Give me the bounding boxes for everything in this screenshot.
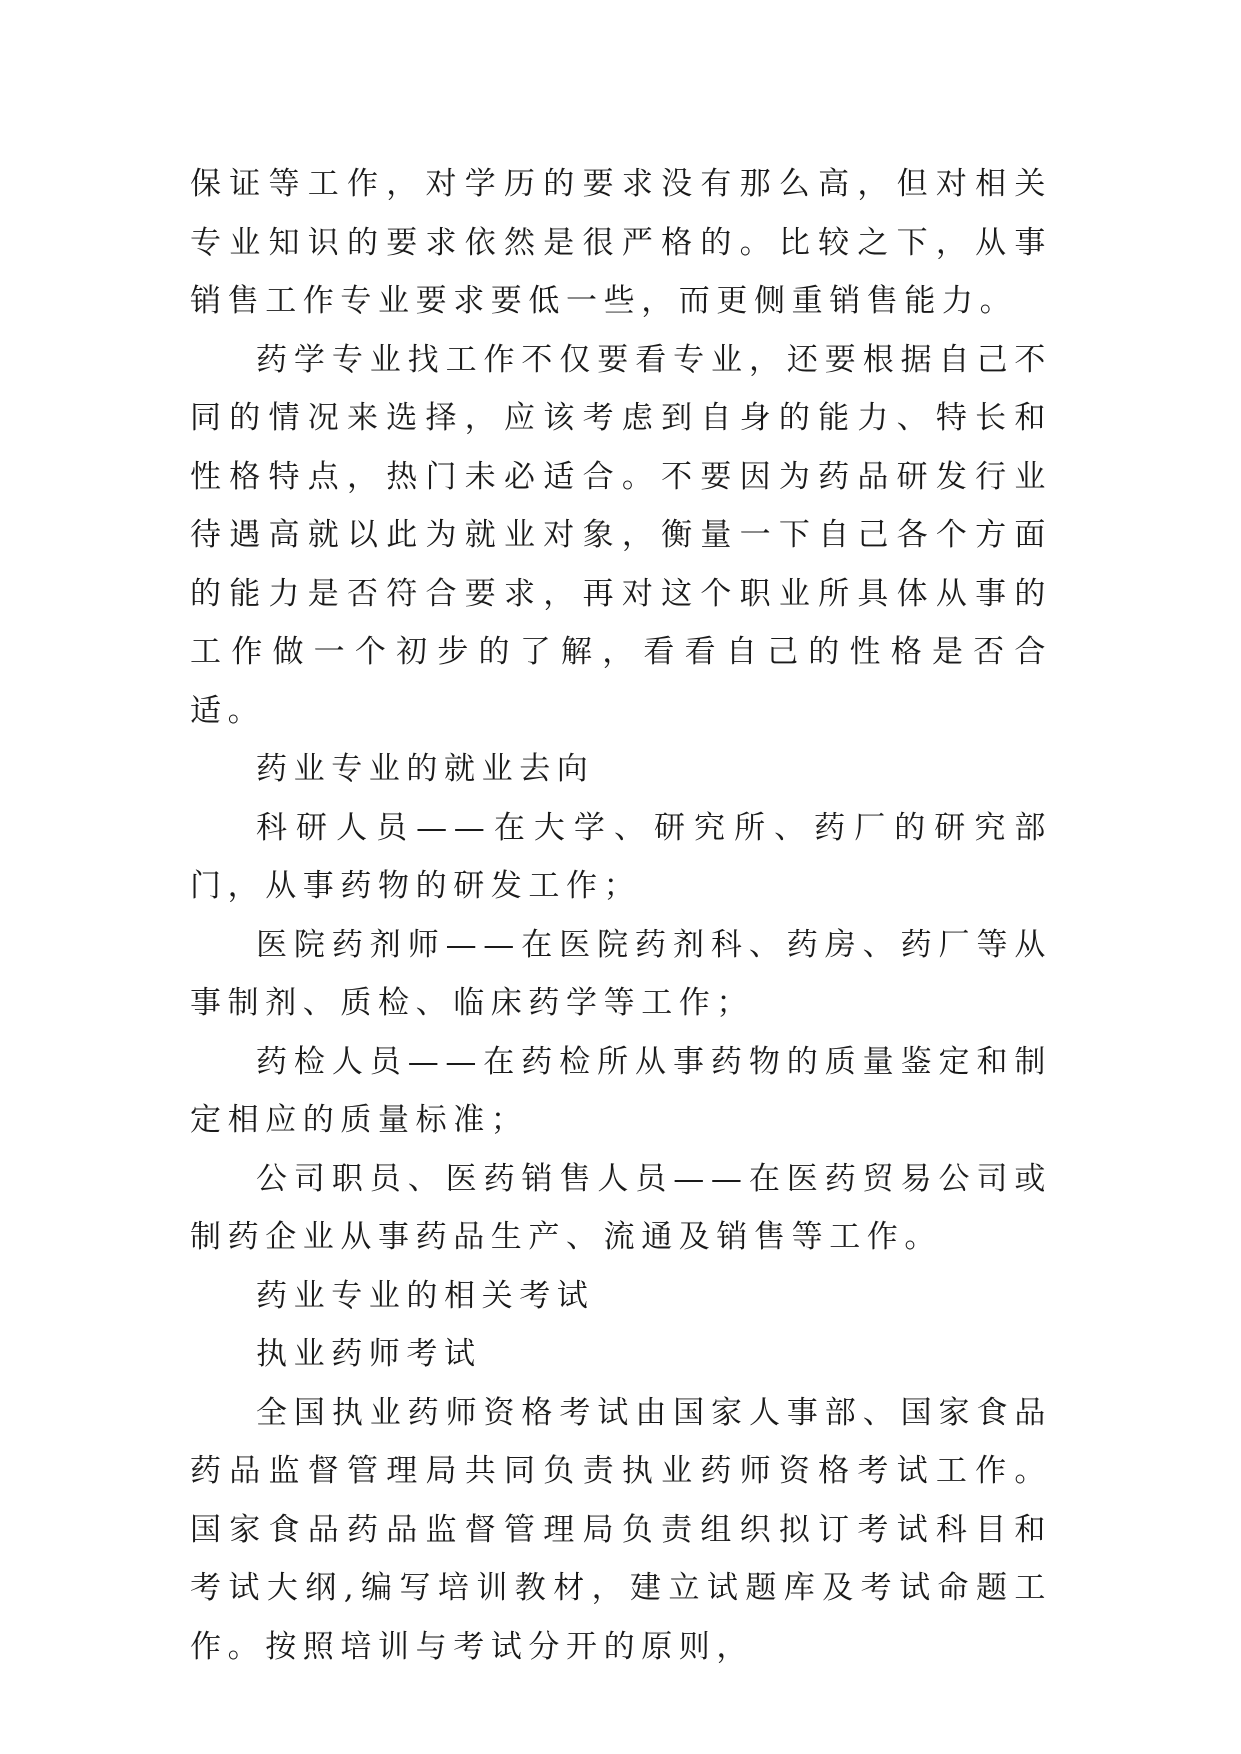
paragraph-2: 药学专业找工作不仅要看专业，还要根据自己不同的情况来选择，应该考虑到自身的能力、特长和性格特点，热门未必适合。不要因为药品研发行业待遇高就以此为就业对象，衡量一下自己各个方面的能力是否符合要求，再对这个职业所具体从事的工作做一个初步的了解，看看自己的性格是否合适。 [190,341,1052,729]
paragraph-hospital-pharmacist: 医院药剂师——在医院药剂科、药房、药厂等从事制剂、质检、临床药学等工作； [190,926,1052,1021]
paragraph-sales-staff: 公司职员、医药销售人员——在医药贸易公司或制药企业从事药品生产、流通及销售等工作。 [190,1160,1052,1255]
subheading-licensed-pharmacist-exam: 执业药师考试 [256,1336,482,1372]
paragraph-researcher: 科研人员——在大学、研究所、药厂的研究部门，从事药物的研发工作； [190,809,1052,904]
section-heading-employment: 药业专业的就业去向 [256,751,595,787]
paragraph-1: 保证等工作，对学历的要求没有那么高，但对相关专业知识的要求依然是很严格的。比较之下，从事销售工作专业要求要低一些，而更侧重销售能力。 [190,166,1052,319]
paragraph-drug-inspector: 药检人员——在药检所从事药物的质量鉴定和制定相应的质量标准； [190,1043,1052,1138]
section-heading-exams: 药业专业的相关考试 [256,1277,595,1314]
paragraph-exam-details: 全国执业药师资格考试由国家人事部、国家食品药品监督管理局共同负责执业药师资格考试工作。国家食品药品监督管理局负责组织拟订考试科目和考试大纲,编写培训教材，建立试题库及考试命题工作。按照培训与考试分开的原则， [190,1394,1052,1665]
document-body [190,155,1052,1676]
